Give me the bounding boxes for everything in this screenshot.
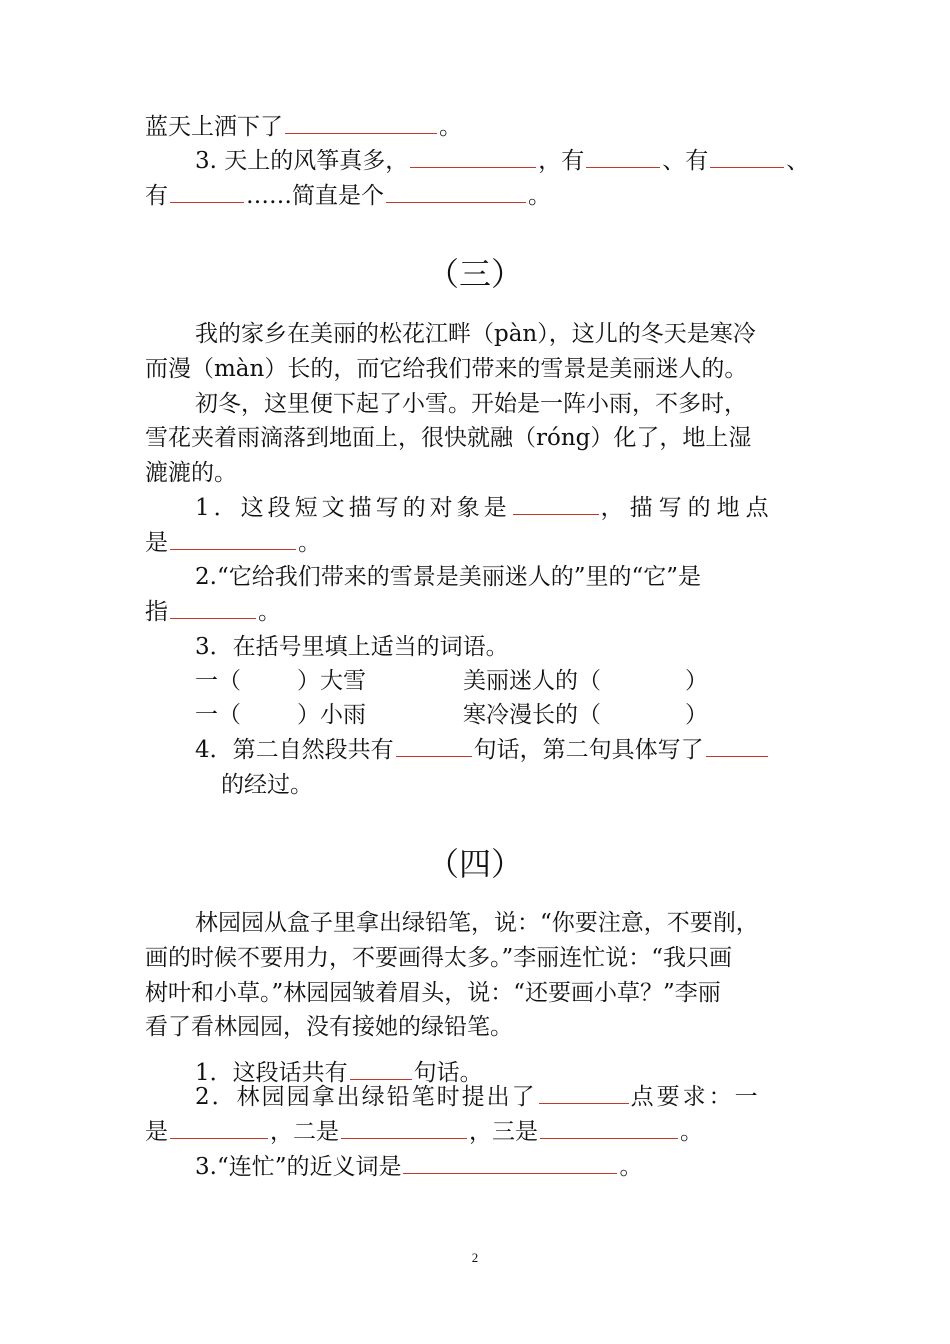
answer-blank[interactable] — [539, 1081, 629, 1104]
answer-blank[interactable] — [513, 492, 599, 515]
s3-paragraph1-line1: 我的家乡在美丽的松花江畔（pàn），这儿的冬天是寒冷 — [195, 321, 756, 347]
section-heading-4: （四） — [426, 845, 523, 883]
answer-blank[interactable] — [710, 145, 784, 168]
answer-blank[interactable] — [341, 1116, 467, 1139]
answer-blank[interactable] — [403, 1151, 617, 1174]
s3-word-row1: 一（ ）大雪 美丽迷人的（ ） — [195, 668, 708, 694]
s3-q4-line1: 4．第二自然段共有 句话，第二句具体写了 — [145, 733, 807, 767]
answer-blank[interactable] — [396, 734, 472, 757]
answer-blank[interactable] — [170, 180, 244, 203]
s3-paragraph2-line1: 初冬，这里便下起了小雪。开始是一阵小雨，不多时， — [195, 391, 747, 417]
s4-q2-line2: 是 ，二是 ，三是 。 — [145, 1115, 807, 1149]
answer-blank[interactable] — [540, 1116, 678, 1139]
s3-q4-line2: 的经过。 — [221, 772, 313, 798]
s3-word-row2: 一（ ）小雨 寒冷漫长的（ ） — [195, 702, 708, 728]
s3-q1-line2: 是 。 — [145, 526, 807, 560]
answer-blank[interactable] — [350, 1045, 412, 1080]
s3-q2-line1: 2.“它给我们带来的雪景是美丽迷人的”里的“它”是 — [195, 564, 701, 590]
answer-blank[interactable] — [586, 145, 660, 168]
s4-q1: 1．这段话共有 句话。 — [145, 1045, 807, 1079]
s3-q2-line2: 指 。 — [145, 595, 807, 629]
s3-q1-line1: 1．这段短文描写的对象是 ，描写的地点 — [145, 491, 807, 525]
s4-paragraph-line1: 林园园从盒子里拿出绿铅笔，说：“你要注意，不要削， — [195, 910, 759, 936]
s4-q2-line1: 2．林园园拿出绿铅笔时提出了 点要求：一 — [145, 1080, 807, 1114]
s4-q3: 3.“连忙”的近义词是 。 — [145, 1150, 807, 1184]
s2-line1: 蓝天上洒下了 。 — [145, 110, 807, 144]
s3-paragraph2-line2: 雪花夹着雨滴落到地面上，很快就融（róng）化了，地上湿 — [145, 425, 752, 451]
s3-paragraph1-line2: 而漫（màn）长的，而它给我们带来的雪景是美丽迷人的。 — [145, 356, 748, 382]
answer-blank[interactable] — [170, 596, 256, 619]
answer-blank[interactable] — [386, 180, 526, 203]
answer-blank[interactable] — [410, 145, 536, 168]
page-number: 2 — [471, 1250, 479, 1265]
s4-paragraph-line3: 树叶和小草。”林园园皱着眉头，说：“还要画小草？”李丽 — [145, 980, 721, 1006]
answer-blank[interactable] — [285, 111, 437, 134]
answer-blank[interactable] — [170, 527, 296, 550]
s3-q3: 3．在括号里填上适当的词语。 — [195, 634, 509, 660]
s2-q3-line2: 有 ……简直是个 。 — [145, 179, 807, 213]
answer-blank[interactable] — [706, 734, 768, 757]
s4-paragraph-line4: 看了看林园园，没有接她的绿铅笔。 — [145, 1014, 513, 1040]
section-heading-3: （三） — [426, 255, 523, 293]
s3-paragraph2-line3: 漉漉的。 — [145, 460, 237, 486]
answer-blank[interactable] — [170, 1116, 268, 1139]
s2-q3-line1: 3. 天上的风筝真多， ，有 、有 、 — [145, 144, 807, 178]
s4-paragraph-line2: 画的时候不要用力，不要画得太多。”李丽连忙说：“我只画 — [145, 945, 733, 971]
